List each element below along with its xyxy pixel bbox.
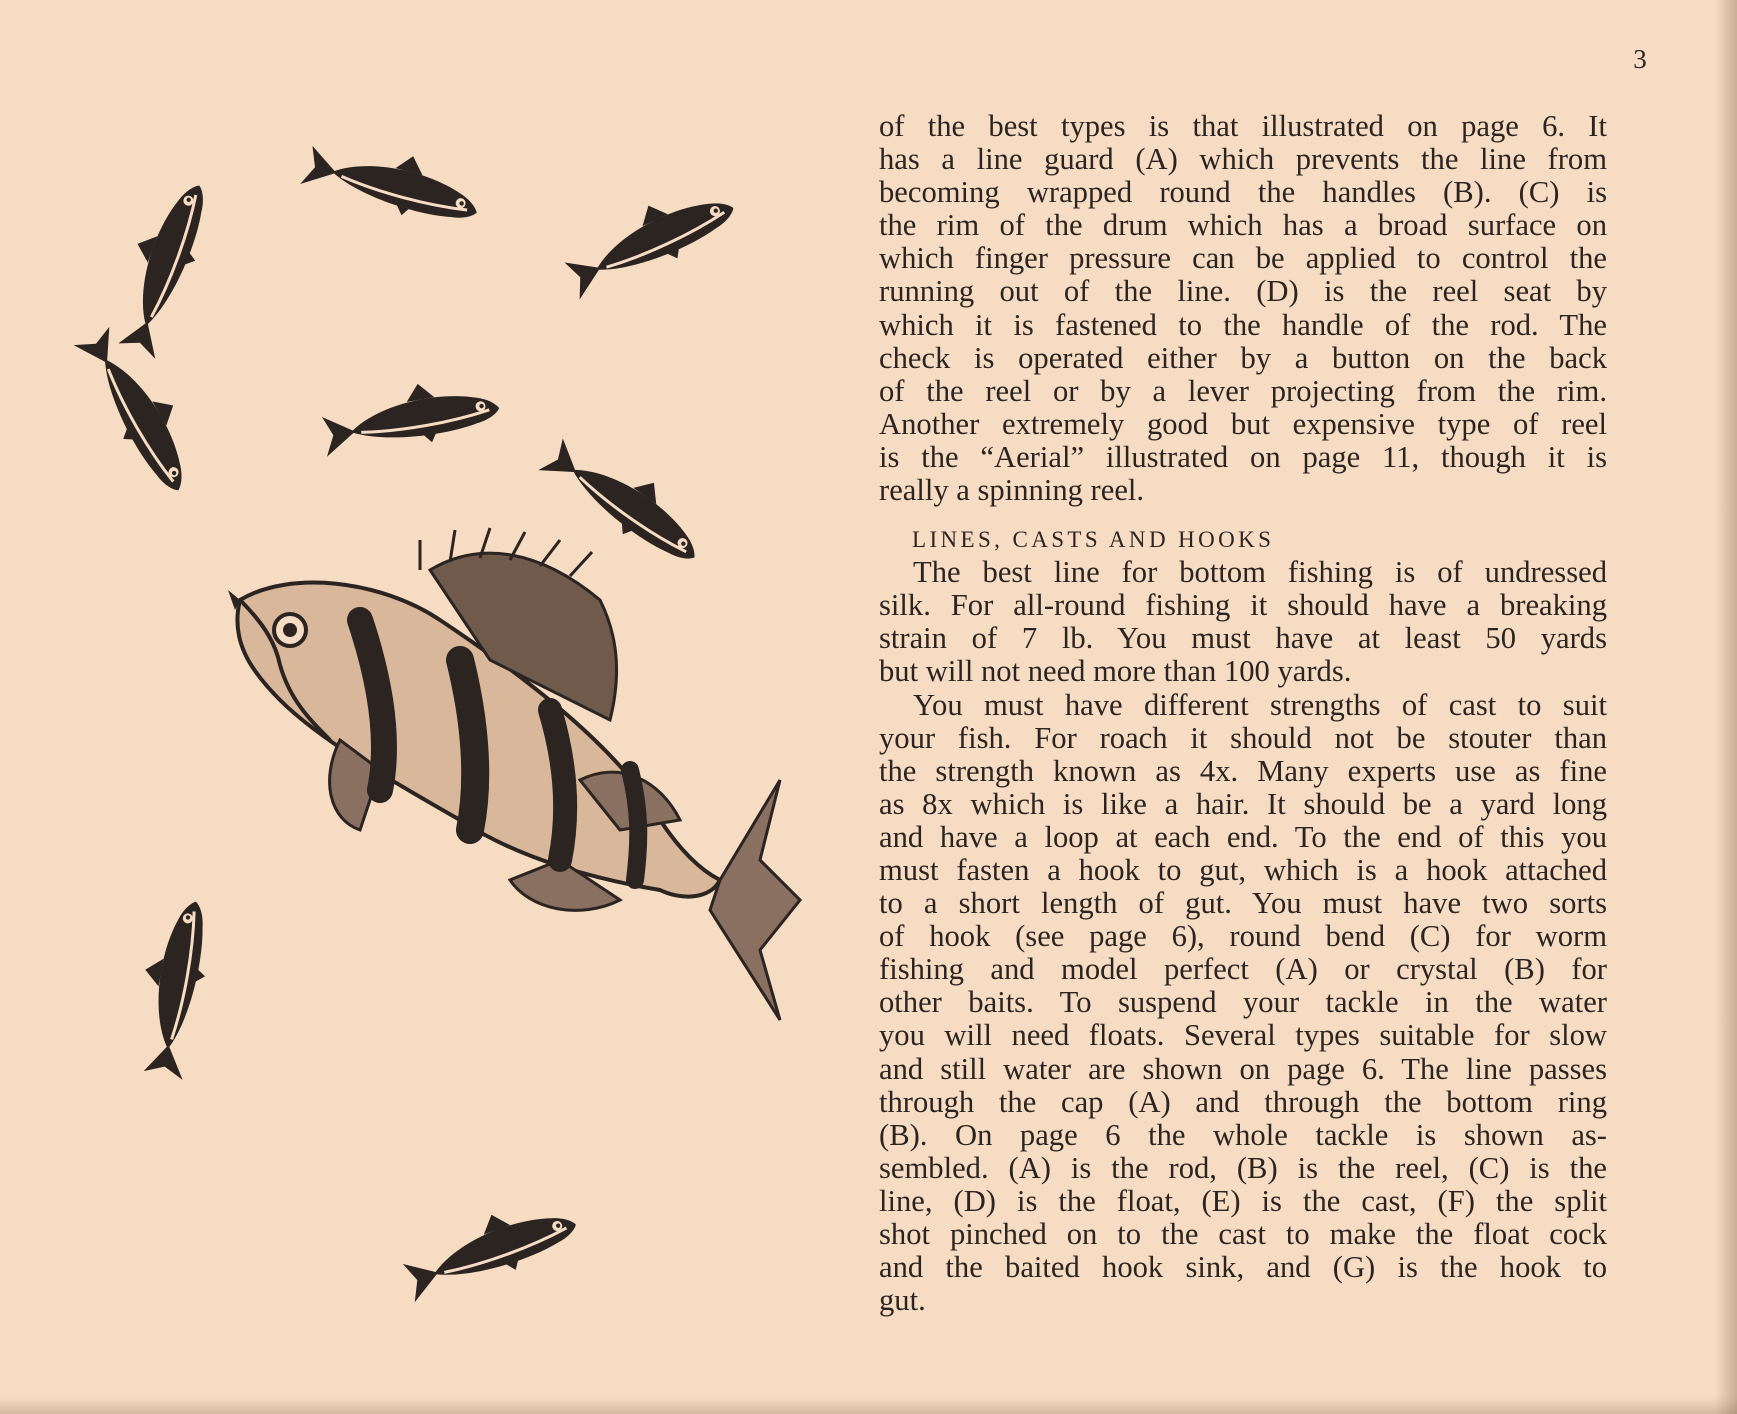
- text-line: and the baited hook sink, and (G) is the hook to: [879, 1250, 1607, 1285]
- small-fish-2: [299, 130, 486, 234]
- text-line: other baits. To suspend your tackle in the water: [879, 985, 1607, 1020]
- text-line: of the best types is that illustrated on page 6. It: [879, 109, 1607, 143]
- text-line: The best line for bottom fishing is of undressed: [913, 555, 1607, 590]
- page-edge-shadow: [1715, 0, 1737, 1414]
- text-line: of hook (see page 6), round bend (C) for worm: [879, 919, 1607, 954]
- text-line: your fish. For roach it should not be stouter than: [879, 720, 1607, 755]
- text-line: is the “Aerial” illustrated on page 11, though it is: [879, 439, 1607, 474]
- text-line: of the reel or by a lever projecting from the rim.: [879, 373, 1607, 408]
- text-line: and still water are shown on page 6. The line passes: [879, 1051, 1607, 1086]
- small-fish-1: [103, 173, 220, 361]
- text-line: has a line guard (A) which prevents the line from: [879, 142, 1607, 177]
- text-line: strain of 7 lb. You must have at least 50 yards: [879, 621, 1607, 656]
- perch-fish: [228, 528, 800, 1020]
- text-line: the rim of the drum which has a broad surface on: [879, 208, 1607, 243]
- paragraph-reel-description: [879, 110, 1607, 507]
- text-column: [879, 110, 1607, 1317]
- text-line: check is operated either by a button on the back: [879, 340, 1607, 375]
- page-number: 3: [1633, 44, 1647, 74]
- text-line: to a short length of gut. You must have two sorts: [879, 886, 1607, 921]
- text-line: fishing and model perfect (A) or crystal (B) for: [879, 952, 1607, 987]
- text-line: as 8x which is like a hair. It should be a yard long: [879, 786, 1607, 821]
- text-line: which it is fastened to the handle of the rod. The: [879, 307, 1607, 342]
- text-line: the strength known as 4x. Many experts use as fine: [879, 753, 1607, 788]
- text-line: becoming wrapped round the handles (B). (C) is: [879, 175, 1607, 210]
- text-line: silk. For all-round fishing it should have a breaking: [879, 588, 1607, 623]
- text-line: but will not need more than 100 yards.: [879, 654, 1352, 689]
- text-line: sembled. (A) is the rod, (B) is the reel, (C) is the: [879, 1150, 1607, 1185]
- text-line: and have a loop at each end. To the end of this you: [879, 819, 1607, 854]
- text-line: Another extremely good but expensive type of reel: [879, 406, 1607, 441]
- small-fish-8: [396, 1189, 584, 1306]
- page-bottom-shadow: [0, 1396, 1737, 1414]
- small-fish-7: [128, 895, 218, 1081]
- small-fish-3: [556, 174, 743, 304]
- text-line: running out of the line. (D) is the reel seat by: [879, 274, 1607, 309]
- text-line: (B). On page 6 the whole tackle is shown as-: [879, 1117, 1607, 1152]
- text-line: gut.: [879, 1283, 926, 1318]
- text-line: shot pinched on to the cast to make the float cock: [879, 1217, 1607, 1251]
- small-fish-5: [317, 371, 503, 461]
- small-fish-6: [536, 424, 716, 575]
- text-line: really a spinning reel.: [879, 473, 1145, 508]
- text-line: line, (D) is the float, (E) is the cast, (F) the split: [879, 1183, 1607, 1218]
- text-line: must fasten a hook to gut, which is a hook attached: [879, 852, 1607, 887]
- text-line: you will need floats. Several types suitable for slow: [879, 1018, 1607, 1053]
- paragraph-lines: [879, 556, 1607, 688]
- section-heading: LINES, CASTS AND HOOKS: [912, 527, 1275, 553]
- paragraph-casts-hooks: [879, 689, 1607, 1318]
- text-line: You must have different strengths of cast to suit: [913, 687, 1607, 722]
- text-line: which finger pressure can be applied to control the: [879, 241, 1607, 276]
- small-fish-4: [70, 317, 211, 501]
- fish-illustration: [60, 100, 840, 1350]
- text-line: through the cap (A) and through the bottom ring: [879, 1084, 1607, 1119]
